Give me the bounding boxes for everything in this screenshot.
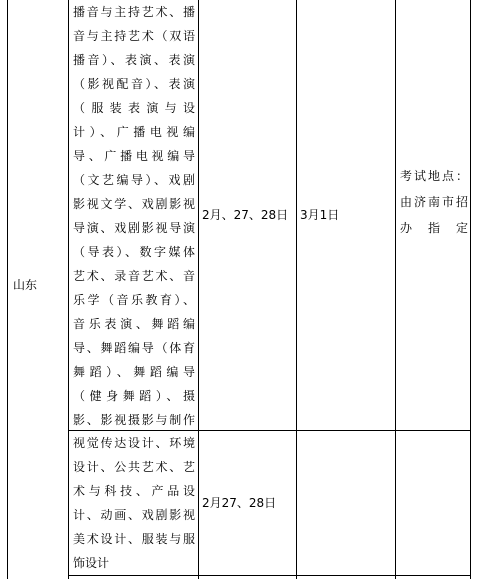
column-divider [68, 0, 69, 579]
note-line: 办指定 [400, 221, 468, 235]
majors-line: 艺术、录音艺术、音 [73, 269, 195, 283]
column-divider [198, 0, 199, 579]
column-divider [395, 0, 396, 579]
note-line: 由济南市招 [400, 195, 468, 209]
note-cell [400, 164, 468, 242]
majors-line: 计、动画、戏剧影视 [73, 508, 195, 522]
majors-line: 音乐表演、舞蹈编 [73, 317, 195, 331]
majors-line: 美术设计、服装与服 [73, 532, 195, 546]
majors-line: 导、舞蹈编导（体育 [73, 341, 195, 355]
majors-line: 播音）、表演、表演 [73, 53, 195, 67]
majors-line: 计）、广播电视编 [73, 125, 195, 139]
province-cell: 山东 [13, 278, 38, 292]
majors-line: （文艺编导）、戏剧 [73, 173, 195, 187]
majors-line: 乐学（音乐教育）、 [73, 293, 195, 307]
majors-cell [73, 0, 195, 432]
majors-line: 导演、戏剧影视导演 [73, 221, 195, 235]
exam-date-cell: 2月、27、28日 [202, 208, 289, 222]
table-border-right [470, 0, 471, 579]
table-border-left [7, 0, 8, 579]
exam-date-cell: 2月27、28日 [202, 496, 277, 510]
majors-line: （导表）、数字媒体 [73, 245, 195, 259]
note-line: 考试地点： [400, 169, 468, 183]
majors-line: 影视文学、戏剧影视 [73, 197, 195, 211]
majors-cell [73, 431, 195, 575]
row-divider [68, 575, 471, 576]
majors-line: （服装表演与设 [73, 101, 195, 115]
majors-line: 视觉传达设计、环境 [73, 436, 195, 450]
majors-line: 影、影视摄影与制作 [73, 413, 195, 427]
majors-line: （健身舞蹈）、摄 [73, 389, 195, 403]
majors-line: 术与科技、产品设 [73, 484, 195, 498]
majors-line: 舞蹈）、舞蹈编导 [73, 365, 195, 379]
majors-line: 播音与主持艺术、播 [73, 5, 195, 19]
column-divider [296, 0, 297, 579]
majors-line: 导、广播电视编导 [73, 149, 195, 163]
result-date-cell: 3月1日 [300, 208, 340, 222]
majors-line: 饰设计 [73, 556, 110, 570]
majors-line: （影视配音）、表演 [73, 77, 195, 91]
majors-line: 设计、公共艺术、艺 [73, 460, 195, 474]
majors-line: 音与主持艺术（双语 [73, 29, 195, 43]
